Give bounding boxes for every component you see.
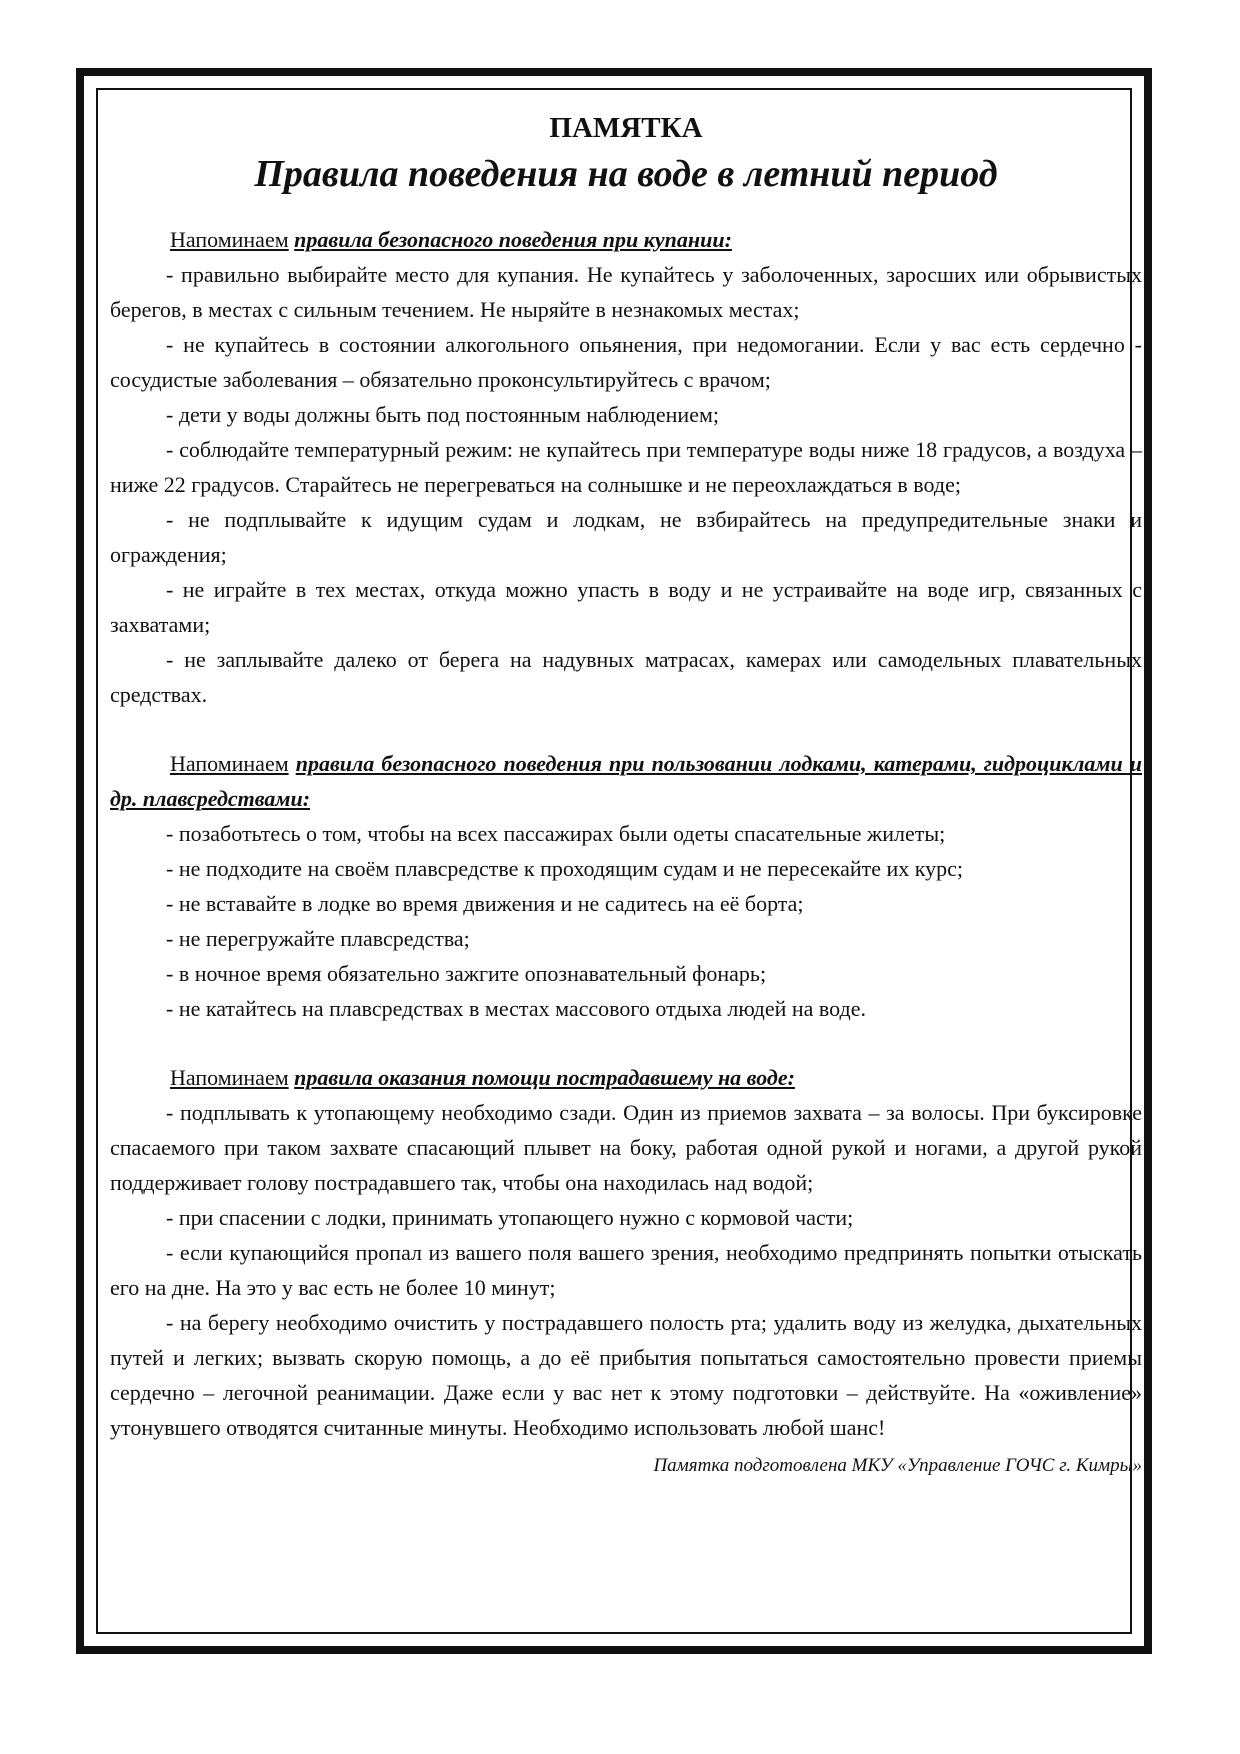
section-intro — [110, 746, 1142, 816]
rule-item: - не заплывайте далеко от берега на надувных матрасах, камерах или самодельных плавательных средствах. — [110, 647, 1142, 707]
rule-item: - не подплывайте к идущим судам и лодкам, не взбирайтесь на предупредительные знаки и ограждения; — [110, 507, 1142, 567]
intro-emphasis: правила безопасного поведения при купании: — [294, 227, 732, 252]
rule-item: - не вставайте в лодке во время движения и не садитесь на её борта; — [166, 891, 804, 916]
document-signature: Памятка подготовлена МКУ «Управление ГОЧС г. Кимры» — [653, 1455, 1142, 1476]
rule-item: - позаботьтесь о том, чтобы на всех пассажирах были одеты спасательные жилеты; — [166, 821, 946, 846]
memo-content — [110, 108, 1142, 1481]
rule-item: - на берегу необходимо очистить у пострадавшего полость рта; удалить воду из желудка, дыхательных путей и легких; вызвать скорую помощь, а до её прибытия попытаться самостоятельно провести приемы сердечно – легочной реанимации. Даже если у вас нет к этому подготовки – действуйте. На «оживление» утонувшего отводятся считанные минуты. Необходимо использовать любой шанс! — [110, 1310, 1142, 1440]
rule-item: - если купающийся пропал из вашего поля вашего зрения, необходимо предпринять попытки отыскать его на дне. На это у вас есть не более 10 минут; — [110, 1240, 1142, 1300]
document-subtitle: Правила поведения на воде в летний период — [254, 153, 998, 195]
intro-prefix: Напоминаем — [170, 1065, 289, 1090]
intro-emphasis: правила безопасного поведения при пользовании лодками, катерами, гидроциклами и др. плавсредствами: — [110, 751, 1142, 811]
section-rescue-rules — [110, 1060, 1142, 1445]
rule-item: - не играйте в тех местах, откуда можно упасть в воду и не устраивайте на воде игр, связанных с захватами; — [110, 577, 1142, 637]
rule-item: - в ночное время обязательно зажгите опознавательный фонарь; — [166, 961, 767, 986]
intro-prefix: Напоминаем — [170, 227, 289, 252]
rule-item: - подплывать к утопающему необходимо сзади. Один из приемов захвата – за волосы. При буксировке спасаемого при таком захвате спасающий плывет на боку, работая одной рукой и ногами, а другой рукой поддерживает голову пострадавшего так, чтобы она находилась над водой; — [110, 1100, 1142, 1195]
section-boat-rules — [110, 746, 1142, 1026]
intro-prefix: Напоминаем — [170, 751, 289, 776]
rule-item: - соблюдайте температурный режим: не купайтесь при температуре воды ниже 18 градусов, а воздуха – ниже 22 градусов. Старайтесь не перегреваться на солнышке и не переохлаждаться в воде; — [110, 437, 1142, 497]
document-title: ПАМЯТКА — [549, 112, 703, 144]
section-intro — [110, 1060, 1142, 1095]
rule-item: - не катайтесь на плавсредствах в местах массового отдыха людей на воде. — [166, 996, 866, 1021]
rule-item: - не перегружайте плавсредства; — [166, 926, 470, 951]
rule-item: - не купайтесь в состоянии алкогольного опьянения, при недомогании. Если у вас есть сердечно - сосудистые заболевания – обязательно проконсультируйтесь с врачом; — [110, 332, 1142, 392]
rule-item: - не подходите на своём плавсредстве к проходящим судам и не пересекайте их курс; — [166, 856, 964, 881]
section-intro — [110, 222, 1142, 257]
rule-item: - правильно выбирайте место для купания. Не купайтесь у заболоченных, заросших или обрывистых берегов, в местах с сильным течением. Не ныряйте в незнакомых местах; — [110, 262, 1142, 322]
rule-item: - при спасении с лодки, принимать утопающего нужно с кормовой части; — [166, 1205, 854, 1230]
intro-emphasis: правила оказания помощи пострадавшему на воде: — [294, 1065, 795, 1090]
rule-item: - дети у воды должны быть под постоянным наблюдением; — [166, 402, 719, 427]
section-swimming-rules — [110, 222, 1142, 712]
